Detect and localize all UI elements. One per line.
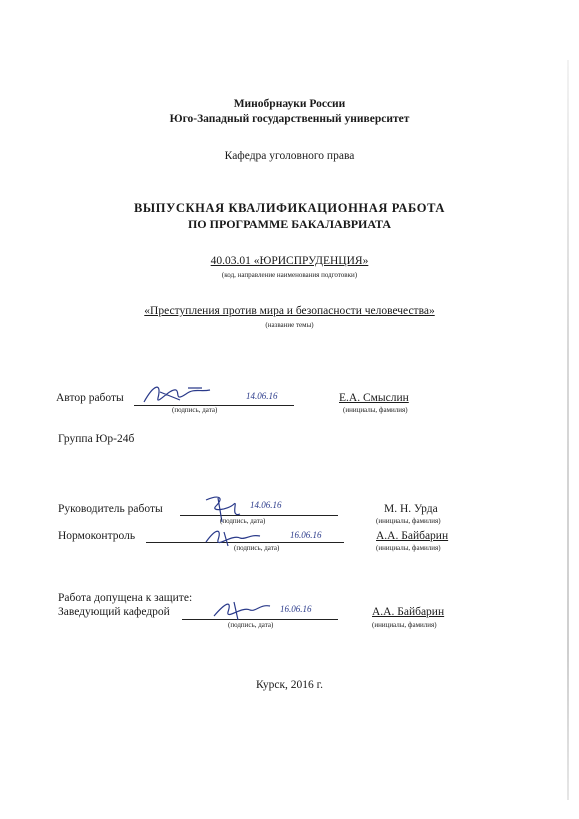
admission-label: Работа допущена к защите: bbox=[58, 592, 193, 604]
normcontrol-date: 16.06.16 bbox=[290, 530, 322, 540]
document-subtitle: ПО ПРОГРАММЕ БАКАЛАВРИАТА bbox=[187, 217, 392, 231]
city-year: Курск, 2016 г. bbox=[256, 679, 323, 691]
author-label: Автор работы bbox=[56, 392, 124, 404]
supervisor-signature-caption: (подпись, дата) bbox=[220, 517, 266, 525]
normcontrol-name: А.А. Байбарин bbox=[376, 530, 449, 542]
normcontrol-label: Нормоконтроль bbox=[58, 530, 136, 542]
author-signature bbox=[140, 380, 240, 408]
head-of-department-label: Заведующий кафедрой bbox=[58, 606, 170, 618]
admission-date: 16.06.16 bbox=[280, 604, 312, 614]
admission-name: А.А. Байбарин bbox=[372, 606, 445, 618]
admission-signature bbox=[208, 596, 278, 624]
program-caption: (код, направление наименования подготовки) bbox=[221, 271, 358, 279]
admission-signature-caption: (подпись, дата) bbox=[228, 621, 274, 629]
thesis-topic: «Преступления против мира и безопасности человечества» bbox=[144, 305, 435, 317]
university-name: Юго-Западный государственный университет bbox=[169, 113, 410, 125]
program-code: 40.03.01 «ЮРИСПРУДЕНЦИЯ» bbox=[210, 255, 369, 267]
normcontrol-signature-caption: (подпись, дата) bbox=[234, 544, 280, 552]
normcontrol-name-caption: (инициалы, фамилия) bbox=[376, 544, 441, 552]
author-date: 14.06.16 bbox=[246, 391, 278, 401]
supervisor-name-caption: (инициалы, фамилия) bbox=[376, 517, 441, 525]
author-name-caption: (инициалы, фамилия) bbox=[343, 406, 408, 414]
supervisor-date: 14.06.16 bbox=[250, 500, 282, 510]
thesis-topic-caption: (название темы) bbox=[265, 321, 314, 329]
admission-name-caption: (инициалы, фамилия) bbox=[372, 621, 437, 629]
document-title: ВЫПУСКНАЯ КВАЛИФИКАЦИОННАЯ РАБОТА bbox=[133, 201, 446, 215]
department-name: Кафедра уголовного права bbox=[224, 150, 355, 162]
ministry-name: Минобрнауки России bbox=[233, 98, 346, 110]
supervisor-label: Руководитель работы bbox=[58, 503, 163, 515]
author-name: Е.А. Смыслин bbox=[339, 392, 409, 404]
group-label: Группа Юр-24б bbox=[58, 433, 135, 445]
supervisor-name: М. Н. Урда bbox=[384, 503, 438, 515]
author-signature-caption: (подпись, дата) bbox=[172, 406, 218, 414]
